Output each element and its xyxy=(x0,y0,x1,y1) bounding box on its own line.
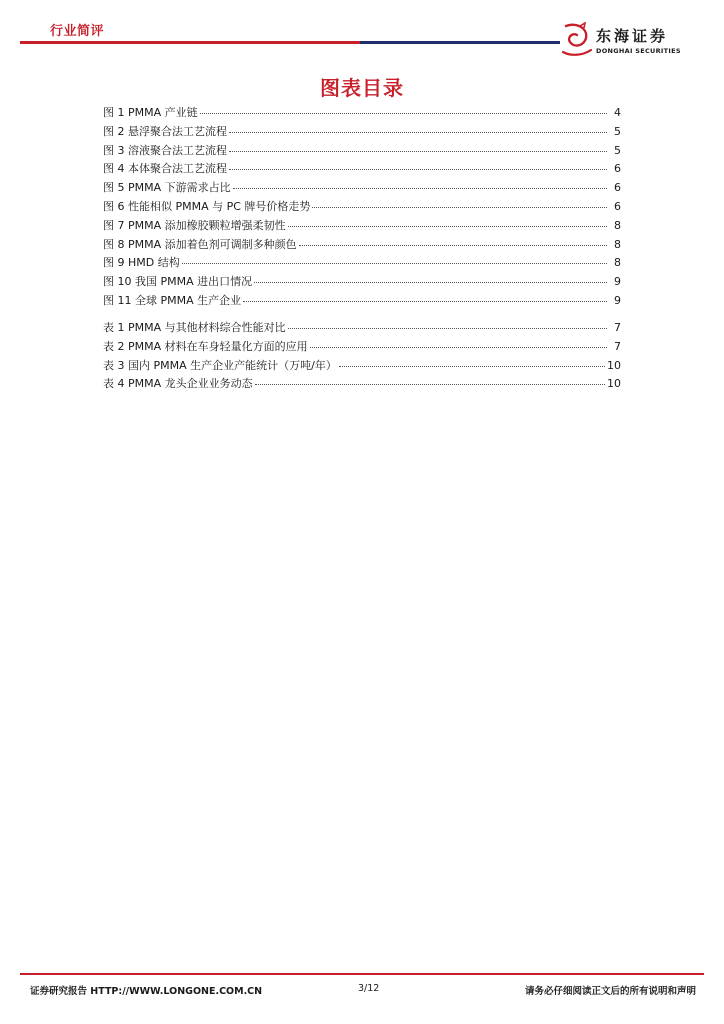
toc-entry-page: 10 xyxy=(607,377,621,391)
toc-entry-page: 6 xyxy=(614,199,621,213)
dot-leader xyxy=(229,139,607,152)
toc-entry-page: 5 xyxy=(614,143,621,157)
dot-leader xyxy=(312,195,607,208)
figure-entry[interactable] xyxy=(103,291,621,310)
dot-leader xyxy=(339,354,605,367)
toc-entry-page: 8 xyxy=(614,218,621,232)
toc-entry-label[interactable]: 图 1 PMMA 产业链 xyxy=(103,106,198,119)
toc-entry-label[interactable]: 图 11 全球 PMMA 生产企业 xyxy=(103,293,242,307)
dot-leader xyxy=(299,233,607,246)
header-rule-navy xyxy=(360,41,560,44)
dot-leader xyxy=(288,316,607,329)
logo-chinese-name: 东海证券 xyxy=(596,27,669,45)
toc-entry-label[interactable]: 图 8 PMMA 添加着色剂可调制多种颜色 xyxy=(103,237,297,251)
toc-entry-label[interactable]: 表 3 国内 PMMA 生产企业产能统计（万吨/年） xyxy=(103,358,337,372)
toc-entry-page: 7 xyxy=(614,321,621,334)
dot-leader xyxy=(229,157,607,170)
logo-english-name: DONGHAI SECURITIES xyxy=(596,47,681,55)
footer-website: 证券研究报告 HTTP://WWW.LONGONE.COM.CN xyxy=(30,986,263,997)
toc-entry-page: 8 xyxy=(614,256,621,270)
dragon-logo-icon xyxy=(560,22,594,58)
toc-entry-label[interactable]: 图 7 PMMA 添加橡胶颗粒增强柔韧性 xyxy=(103,218,286,232)
footer-disclaimer: 请务必仔细阅读正文后的所有说明和声明 xyxy=(524,986,696,997)
header-rule-red xyxy=(20,41,360,44)
dot-leader xyxy=(288,214,607,227)
toc-entry-label[interactable]: 图 10 我国 PMMA 进出口情况 xyxy=(103,275,253,289)
toc-entry-page: 6 xyxy=(614,181,621,195)
dot-leader xyxy=(310,335,607,348)
toc-entry-label[interactable]: 图 3 溶液聚合法工艺流程 xyxy=(103,143,227,157)
toc-entry-label[interactable]: 表 2 PMMA 材料在车身轻量化方面的应用 xyxy=(103,339,308,353)
toc-entry-page: 9 xyxy=(614,293,621,307)
dot-leader xyxy=(182,251,607,264)
toc-entry-page: 5 xyxy=(614,124,621,138)
toc-entry-label[interactable]: 图 4 本体聚合法工艺流程 xyxy=(103,162,227,176)
toc-entry-page: 10 xyxy=(607,358,621,372)
dot-leader xyxy=(233,176,607,189)
table-entry[interactable] xyxy=(103,374,621,393)
footer-rule xyxy=(20,973,704,975)
dot-leader xyxy=(200,101,607,114)
dot-leader xyxy=(229,120,607,133)
figure-list xyxy=(103,103,621,310)
toc-entry-page: 7 xyxy=(614,339,621,353)
toc-entry-page: 4 xyxy=(614,106,621,119)
toc-entry-label[interactable]: 表 4 PMMA 龙头企业业务动态 xyxy=(103,377,253,391)
dot-leader xyxy=(255,372,605,385)
toc-entry-label[interactable]: 图 2 悬浮聚合法工艺流程 xyxy=(103,124,227,138)
toc-entry-page: 6 xyxy=(614,162,621,176)
toc-title: 图表目录 xyxy=(320,76,404,100)
toc-entry-page: 9 xyxy=(614,275,621,289)
toc-entry-label[interactable]: 图 9 HMD 结构 xyxy=(103,256,180,270)
dot-leader xyxy=(254,270,607,283)
company-logo xyxy=(560,22,710,58)
toc-entry-label[interactable]: 表 1 PMMA 与其他材料综合性能对比 xyxy=(103,321,286,334)
toc-entry-page: 8 xyxy=(614,237,621,251)
page-number: 3/12 xyxy=(358,983,380,994)
toc-entry-label[interactable]: 图 5 PMMA 下游需求占比 xyxy=(103,181,231,195)
report-type-tag: 行业简评 xyxy=(50,24,105,39)
table-list xyxy=(103,318,621,393)
toc-entry-label[interactable]: 图 6 性能相似 PMMA 与 PC 牌号价格走势 xyxy=(103,199,311,213)
dot-leader xyxy=(243,289,607,302)
